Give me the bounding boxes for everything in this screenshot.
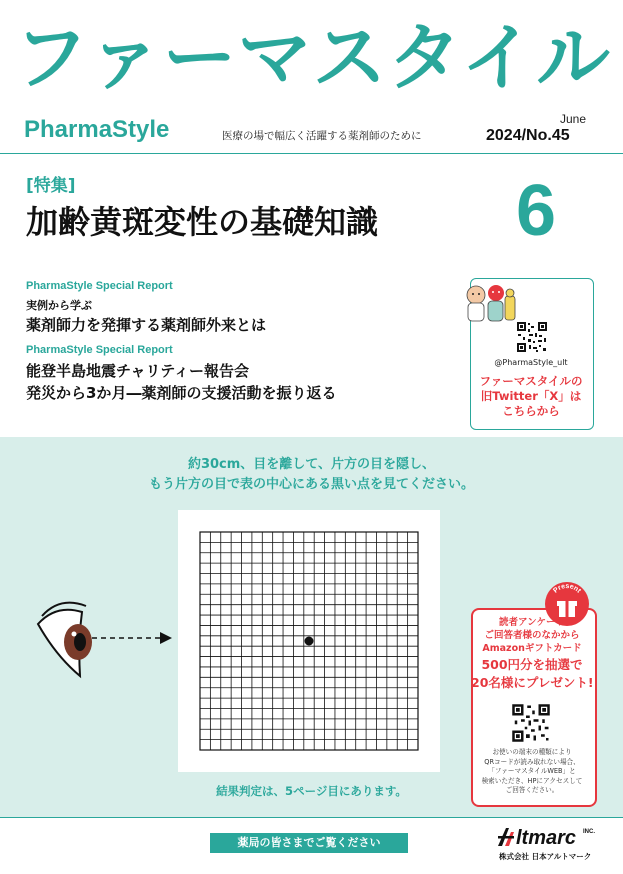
present-line: Amazonギフトカード <box>482 643 582 654</box>
footer-banner: 薬局の皆さまでご覧ください <box>210 833 408 853</box>
divider <box>0 817 623 818</box>
present-winners: 20名様にプレゼント! <box>471 675 594 690</box>
company-logo: ltmarc <box>516 827 577 849</box>
twitter-text-line: ファーマスタイルの <box>479 374 583 388</box>
test-instruction <box>0 455 623 495</box>
feature-title: 加齢黄斑変性の基礎知識 <box>26 203 379 241</box>
twitter-text <box>470 374 592 419</box>
instruction-line: もう片方の目で表の中心にある黒い点を見てください。 <box>148 477 474 492</box>
present-line: 読者アンケート <box>499 617 565 628</box>
company-name: 株式会社 日本アルトマーク <box>499 852 592 861</box>
center-dot <box>305 637 314 646</box>
present-badge-text: Present <box>552 582 582 595</box>
present-prize: 500円分を抽選で <box>481 657 583 672</box>
issue-month: June <box>560 112 587 126</box>
feature-tag: [特集] <box>26 176 76 196</box>
report-label: PharmaStyle Special Report <box>26 280 173 292</box>
present-note-line: ご回答ください。 <box>505 786 559 794</box>
present-note-line: 検索いただき、HPにアクセスして <box>481 776 583 785</box>
report-subtitle: 実例から学ぶ <box>26 299 92 312</box>
issue-number: 2024/No.45 <box>486 127 570 144</box>
masthead-title: ファーマスタイル <box>14 15 612 101</box>
divider <box>0 153 623 154</box>
company-logo-suffix: INC. <box>583 829 595 835</box>
amsler-grid <box>178 510 440 772</box>
present-note-line: QRコードが読み取れない場合、 <box>484 757 580 766</box>
present-note <box>476 748 588 796</box>
brand-logo: PharmaStyle <box>24 116 170 143</box>
twitter-text-line: こちらから <box>502 404 560 418</box>
twitter-handle: @PharmaStyle_ult <box>494 358 568 367</box>
twitter-text-line: 旧Twitter「X」は <box>480 389 582 403</box>
present-line: ご回答者様のなかから <box>484 630 580 641</box>
month-number: 6 <box>516 171 557 251</box>
qr-code-icon[interactable] <box>516 321 548 353</box>
eye-icon <box>34 598 184 684</box>
report-title: 薬剤師力を発揮する薬剤師外来とは <box>26 316 267 334</box>
present-note-line: お使いの端末の種類により <box>492 748 572 756</box>
result-note: 結果判定は、5ページ目にあります。 <box>216 784 407 798</box>
qr-code-icon[interactable] <box>511 703 551 743</box>
tagline: 医療の場で幅広く活躍する薬剤師のために <box>222 130 422 142</box>
instruction-line: 約30cm、目を離して、片方の目を隠し、 <box>187 457 436 472</box>
report-label: PharmaStyle Special Report <box>26 344 173 356</box>
report-title: 発災から3か月―薬剤師の支援活動を振り返る <box>26 384 337 402</box>
altmarc-logo-icon <box>496 826 516 848</box>
present-note-line: 「ファーマスタイルWEB」と <box>488 767 576 775</box>
report-title: 能登半島地震チャリティー報告会 <box>26 362 250 380</box>
mascot-illustration <box>462 282 518 326</box>
present-text <box>471 616 593 655</box>
amsler-grid-frame <box>178 510 440 772</box>
